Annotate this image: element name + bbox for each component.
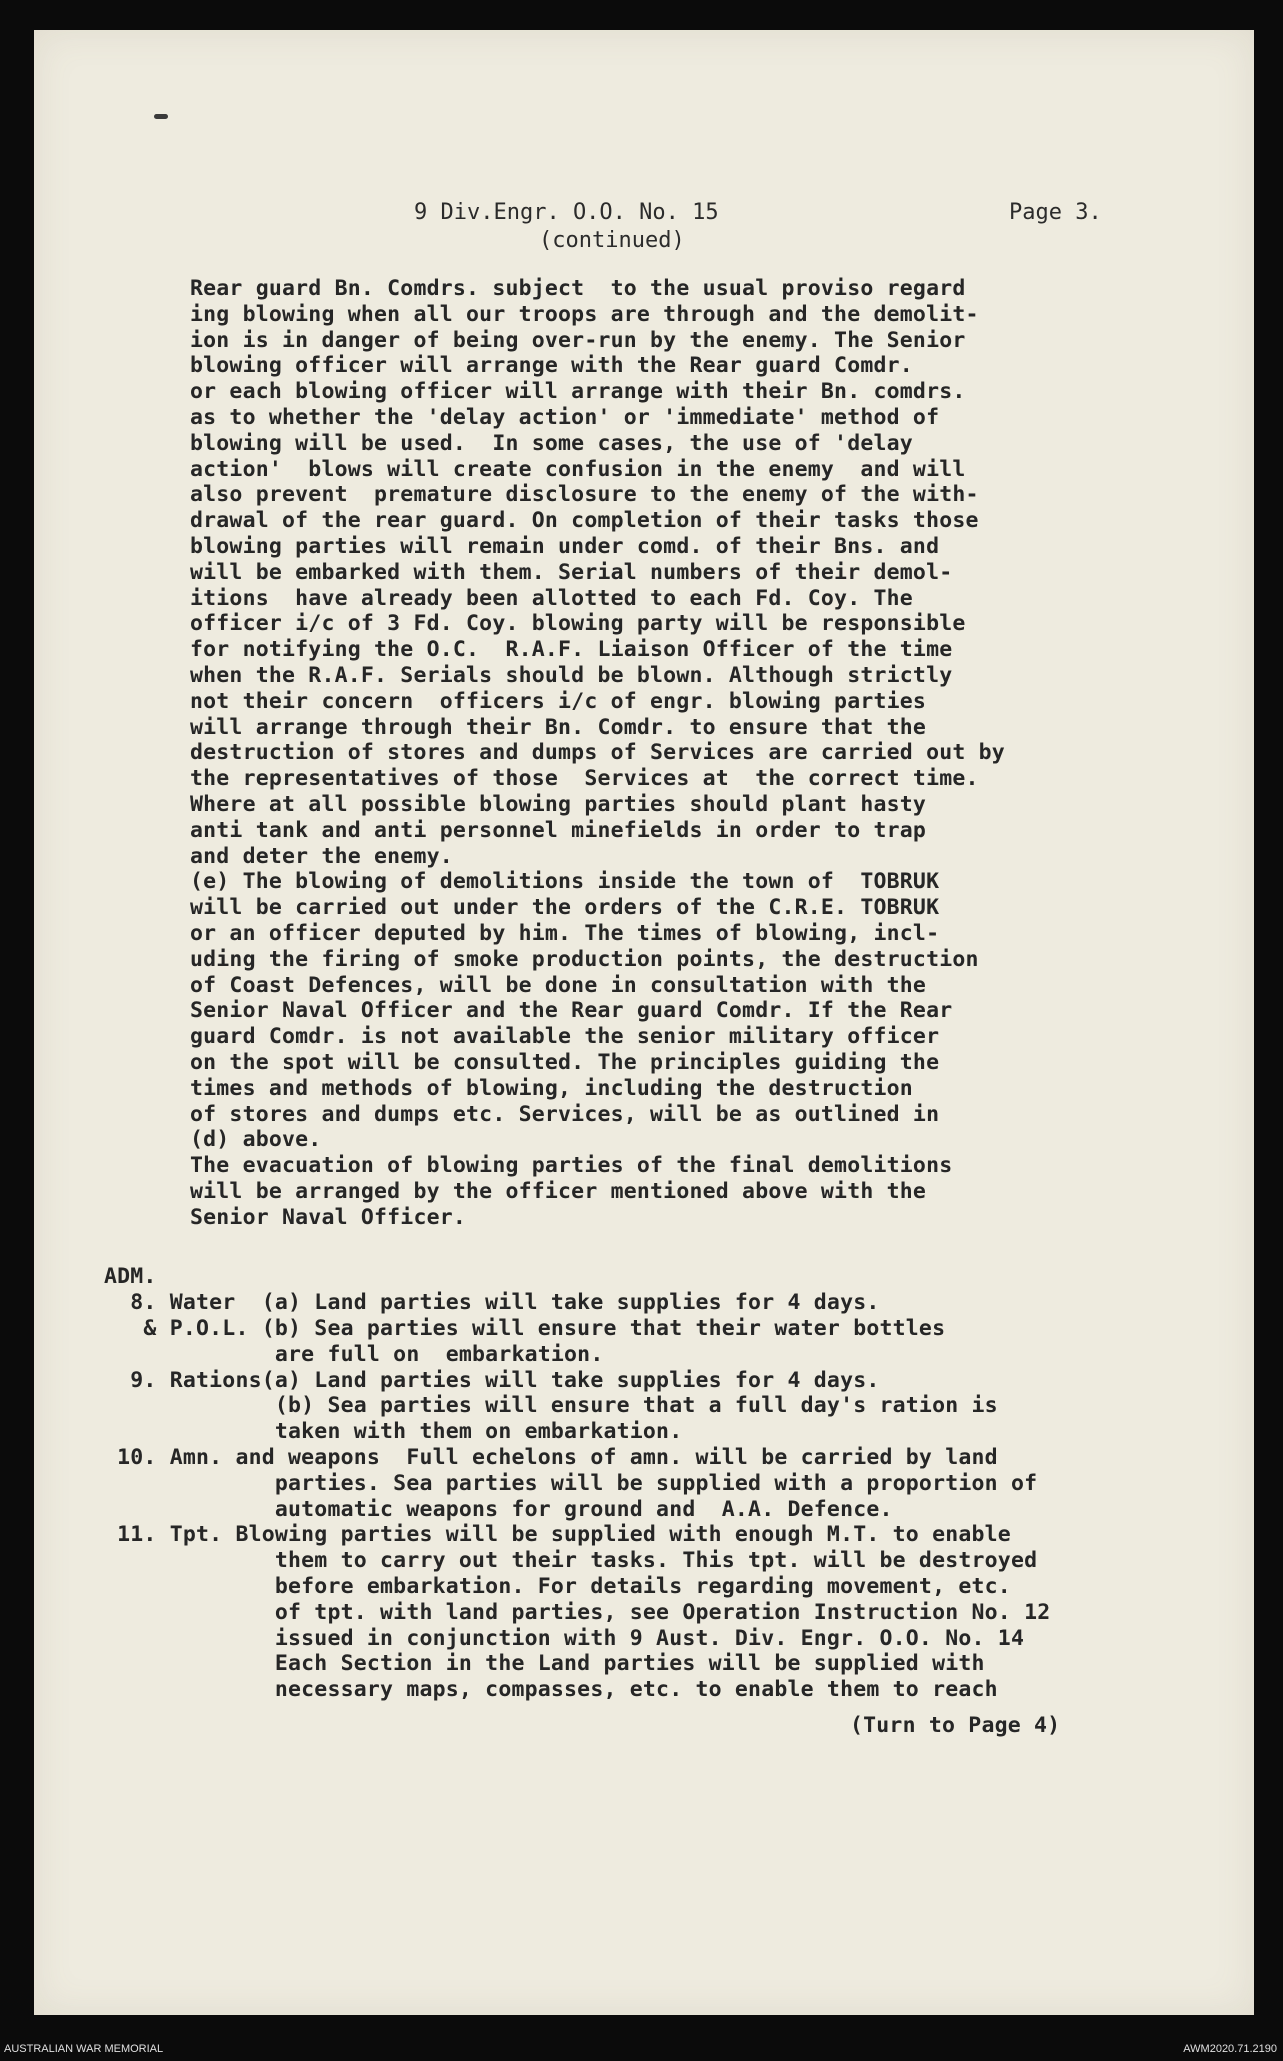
text-line: Senior Naval Officer and the Rear guard Comdr. If the Rear: [190, 998, 953, 1024]
continued-label: (continued): [539, 228, 685, 253]
main-paragraph: [190, 276, 1170, 1230]
text-line: blowing parties will remain under comd. of their Bns. and: [190, 533, 940, 559]
text-line: will arrange through their Bn. Comdr. to ensure that the: [190, 714, 927, 740]
text-line: blowing officer will arrange with the Rear guard Comdr.: [190, 353, 913, 379]
text-line: of stores and dumps etc. Services, will be as outlined in: [190, 1101, 940, 1127]
text-line: parties. Sea parties will be supplied with a proportion of: [104, 1470, 1038, 1496]
text-line: not their concern officers i/c of engr. blowing parties: [190, 688, 927, 714]
text-line: times and methods of blowing, including the destruction: [190, 1075, 913, 1101]
text-line: (e) The blowing of demolitions inside the town of TOBRUK: [190, 869, 940, 895]
footer: [0, 2037, 1283, 2061]
text-line: also prevent premature disclosure to the enemy of the with-: [190, 482, 979, 508]
text-line: or each blowing officer will arrange with their Bn. comdrs.: [190, 379, 966, 405]
text-line: will be carried out under the orders of the C.R.E. TOBRUK: [190, 895, 940, 921]
text-line: them to carry out their tasks. This tpt. will be destroyed: [104, 1548, 1038, 1574]
text-line: issued in conjunction with 9 Aust. Div. Engr. O.O. No. 14: [104, 1625, 1025, 1651]
text-line: blowing will be used. In some cases, the use of 'delay: [190, 430, 913, 456]
text-line: action' blows will create confusion in the enemy and will: [190, 456, 966, 482]
text-line: anti tank and anti personnel minefields in order to trap: [190, 817, 927, 843]
text-line: 11. Tpt. Blowing parties will be supplied with enough M.T. to enable: [104, 1522, 1011, 1548]
punch-mark: [154, 114, 168, 119]
text-line: for notifying the O.C. R.A.F. Liaison Officer of the time: [190, 637, 953, 663]
text-line: before embarkation. For details regarding movement, etc.: [104, 1574, 1011, 1600]
text-line: ing blowing when all our troops are through and the demolit-: [190, 301, 979, 327]
text-line: Rear guard Bn. Comdrs. subject to the usual proviso regard: [190, 276, 966, 301]
text-line: (d) above.: [190, 1127, 322, 1153]
text-line: itions have already been allotted to each Fd. Coy. The: [190, 585, 913, 611]
footer-reference: AWM2020.71.2190: [1183, 2043, 1277, 2055]
adm-section: [104, 1264, 1170, 1703]
text-line: ion is in danger of being over-run by the enemy. The Senior: [190, 327, 966, 353]
page-number: Page 3.: [1009, 200, 1102, 225]
text-line: 8. Water (a) Land parties will take supplies for 4 days.: [104, 1290, 880, 1316]
text-line: of Coast Defences, will be done in consultation with the: [190, 972, 927, 998]
text-line: the representatives of those Services at the correct time.: [190, 766, 979, 792]
text-line: of tpt. with land parties, see Operation Instruction No. 12: [104, 1599, 1051, 1625]
text-line: taken with them on embarkation.: [104, 1419, 683, 1445]
order-title: 9 Div.Engr. O.O. No. 15: [414, 200, 719, 225]
text-line: The evacuation of blowing parties of the final demolitions: [190, 1153, 953, 1179]
text-line: on the spot will be consulted. The principles guiding the: [190, 1049, 940, 1075]
text-line: officer i/c of 3 Fd. Coy. blowing party will be responsible: [190, 611, 966, 637]
text-line: 9. Rations(a) Land parties will take supplies for 4 days.: [104, 1367, 880, 1393]
text-line: Senior Naval Officer.: [190, 1204, 467, 1230]
text-line: will be embarked with them. Serial numbers of their demol-: [190, 559, 953, 585]
text-line: destruction of stores and dumps of Services are carried out by: [190, 740, 1005, 766]
text-line: guard Comdr. is not available the senior military officer: [190, 1024, 940, 1050]
text-line: (b) Sea parties will ensure that a full day's ration is: [104, 1393, 998, 1419]
text-line: are full on embarkation.: [104, 1341, 604, 1367]
text-line: Each Section in the Land parties will be supplied with: [104, 1651, 985, 1677]
document-body: [104, 276, 1170, 1739]
text-line: & P.O.L. (b) Sea parties will ensure that their water bottles: [104, 1316, 946, 1342]
text-line: ADM.: [104, 1264, 157, 1290]
footer-source: AUSTRALIAN WAR MEMORIAL: [4, 2043, 164, 2055]
text-line: as to whether the 'delay action' or 'immediate' method of: [190, 404, 940, 430]
text-line: will be arranged by the officer mentioned above with the: [190, 1178, 927, 1204]
text-line: uding the firing of smoke production points, the destruction: [190, 946, 979, 972]
text-line: necessary maps, compasses, etc. to enable them to reach: [104, 1677, 998, 1703]
turn-page-note: (Turn to Page 4): [850, 1713, 1061, 1739]
text-line: or an officer deputed by him. The times of blowing, incl-: [190, 920, 940, 946]
text-line: Where at all possible blowing parties should plant hasty: [190, 791, 927, 817]
text-line: 10. Amn. and weapons Full echelons of amn. will be carried by land: [104, 1445, 998, 1471]
text-line: and deter the enemy.: [190, 843, 453, 869]
text-line: automatic weapons for ground and A.A. Defence.: [104, 1496, 893, 1522]
text-line: drawal of the rear guard. On completion of their tasks those: [190, 508, 979, 534]
text-line: when the R.A.F. Serials should be blown. Although strictly: [190, 662, 953, 688]
